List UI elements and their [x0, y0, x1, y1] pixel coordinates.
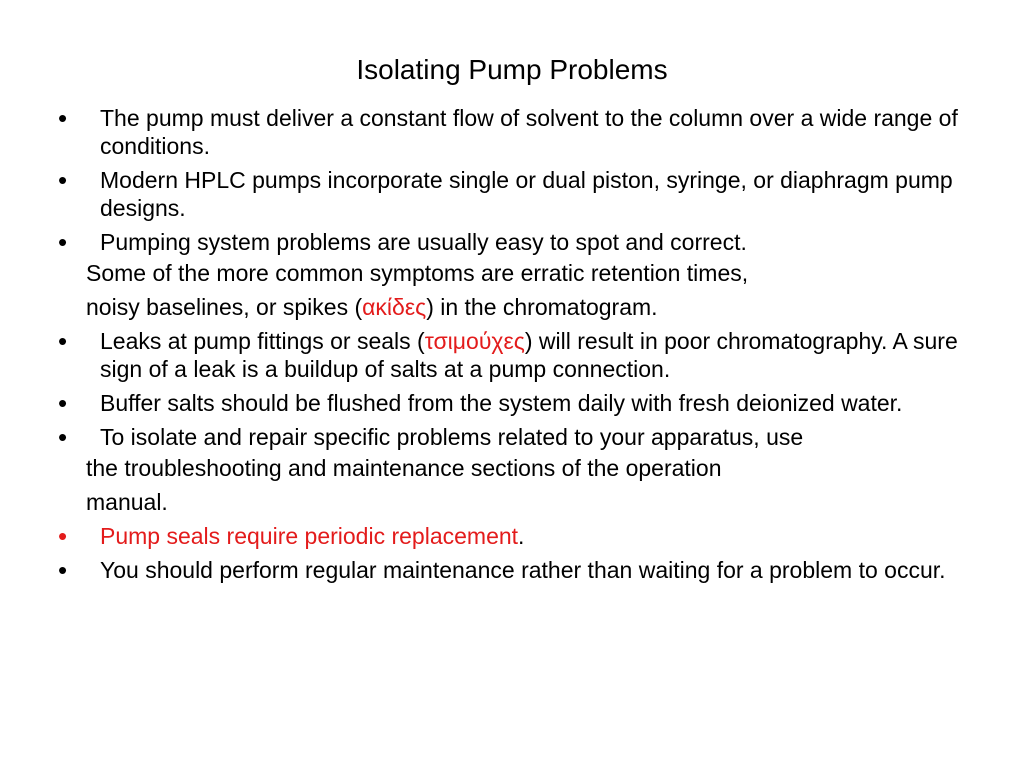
- bullet-item-8: [58, 556, 968, 584]
- bullet-text: Buffer salts should be flushed from the system daily with fresh deionized water.: [100, 390, 903, 416]
- bullet-dot-icon: •: [58, 422, 68, 452]
- bullet-continuation-line: Some of the more common symptoms are erratic retention times,: [86, 260, 749, 286]
- bullet-dot-icon: •: [58, 165, 68, 195]
- highlighted-text: Pump seals require periodic replacement: [100, 523, 519, 549]
- bullet-dot-icon: •: [58, 555, 68, 585]
- text-segment: .: [518, 523, 525, 549]
- bullet-text: [100, 328, 958, 382]
- bullet-dot-icon: •: [58, 388, 68, 418]
- bullet-dot-icon: •: [58, 521, 68, 551]
- text-segment: noisy baselines, or spikes (: [86, 294, 363, 320]
- slide-title: Isolating Pump Problems: [356, 54, 668, 85]
- bullet-item-5: [58, 389, 968, 417]
- bullet-text: Pumping system problems are usually easy to spot and correct.: [100, 229, 747, 255]
- bullet-text: To isolate and repair specific problems related to your apparatus, use: [100, 424, 804, 450]
- bullet-item-3: [58, 228, 968, 324]
- bullet-text: The pump must deliver a constant flow of solvent to the column over a wide range of conditions.: [100, 105, 958, 159]
- bullet-item-6: [58, 423, 968, 519]
- text-segment: ) in the chromatogram.: [426, 294, 658, 320]
- bullet-dot-icon: •: [58, 326, 68, 356]
- bullet-text: You should perform regular maintenance rather than waiting for a problem to occur.: [100, 557, 946, 583]
- bullet-continuation-line: [86, 290, 968, 324]
- bullet-dot-icon: •: [58, 227, 68, 257]
- greek-term-seals: τσιμούχες: [424, 328, 525, 354]
- bullet-item-2: [58, 166, 968, 222]
- bullet-text: [100, 523, 524, 549]
- bullet-item-7: [58, 522, 968, 550]
- bullet-text: Modern HPLC pumps incorporate single or dual piston, syringe, or diaphragm pump designs.: [100, 167, 953, 221]
- greek-term-spikes: ακίδες: [362, 294, 427, 320]
- bullet-dot-icon: •: [58, 103, 68, 133]
- bullet-item-4: [58, 327, 968, 383]
- text-segment: Leaks at pump fittings or seals (: [100, 328, 425, 354]
- bullet-list: [58, 104, 968, 590]
- text-segment: ) will result in poor chromatography. A sure sign of a leak is a buildup of salts at a pump connection.: [100, 328, 958, 382]
- bullet-continuation-line: the troubleshooting and maintenance sections of the operation: [86, 455, 722, 481]
- bullet-item-1: [58, 104, 968, 160]
- bullet-continuation-line: manual.: [86, 489, 168, 515]
